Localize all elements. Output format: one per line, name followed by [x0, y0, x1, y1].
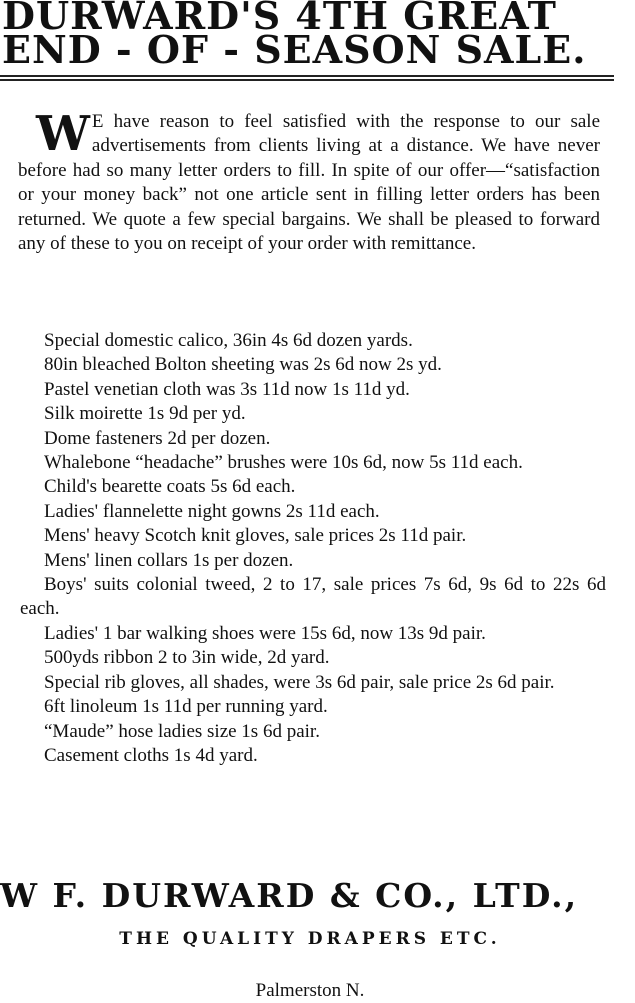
list-item: Casement cloths 1s 4d yard.: [44, 744, 258, 766]
location: Palmerston N.: [255, 980, 365, 1001]
tagline: THE QUALITY DRAPERS ETC.: [119, 929, 501, 949]
headline-underline: [0, 75, 614, 77]
list-item: Special domestic calico, 36in 4s 6d dozen yards.: [44, 330, 413, 351]
list-item: Special rib gloves, all shades, were 3s 6d pair, sale price 2s 6d pair.: [44, 671, 555, 693]
list-item: Whalebone “headache” brushes were 10s 6d, now 5s 11d each.: [44, 452, 523, 474]
list-item: 500yds ribbon 2 to 3in wide, 2d yard.: [44, 647, 330, 669]
list-item: Mens' linen collars 1s per dozen.: [44, 549, 294, 571]
list-item: 80in bleached Bolton sheeting was 2s 6d now 2s yd.: [44, 354, 442, 376]
list-item: Dome fasteners 2d per dozen.: [44, 427, 271, 449]
intro-paragraph: [18, 106, 600, 256]
company-name: W F. DURWARD & CO., LTD.,: [0, 876, 579, 915]
list-item: Silk moirette 1s 9d per yd.: [44, 403, 246, 425]
list-item: Child's bearette coats 5s 6d each.: [44, 476, 296, 498]
list-item: Mens' heavy Scotch knit gloves, sale prices 2s 11d pair.: [44, 525, 467, 547]
headline-line-1: DURWARD'S 4TH GREAT: [2, 0, 557, 38]
list-item: Boys' suits colonial tweed, 2 to 17, sale prices 7s 6d, 9s 6d to 22s 6d each.: [20, 574, 606, 620]
headline-line-2: END - OF - SEASON SALE.: [2, 27, 587, 72]
intro-text: E have reason to feel satisfied with the response to our sale advertisements from clients living at a distance. We have never before had so many letter orders to fill. In spite of our offer—“satisfaction or your money back” not one article sent in filling letter orders has been returned. We quote a few special bargains. We shall be pleased to forward any of these to you on receipt of your order with remittance.: [18, 111, 600, 255]
headline-underline-2: [0, 79, 614, 81]
list-item: “Maude” hose ladies size 1s 6d pair.: [44, 720, 320, 742]
list-item: 6ft linoleum 1s 11d per running yard.: [44, 696, 328, 718]
bargain-list: [20, 329, 606, 768]
list-item: Ladies' 1 bar walking shoes were 15s 6d, now 13s 9d pair.: [44, 622, 486, 644]
list-item: Pastel venetian cloth was 3s 11d now 1s 11d yd.: [44, 378, 410, 400]
drop-cap: W: [36, 106, 90, 162]
list-item: Ladies' flannelette night gowns 2s 11d each.: [44, 500, 380, 522]
